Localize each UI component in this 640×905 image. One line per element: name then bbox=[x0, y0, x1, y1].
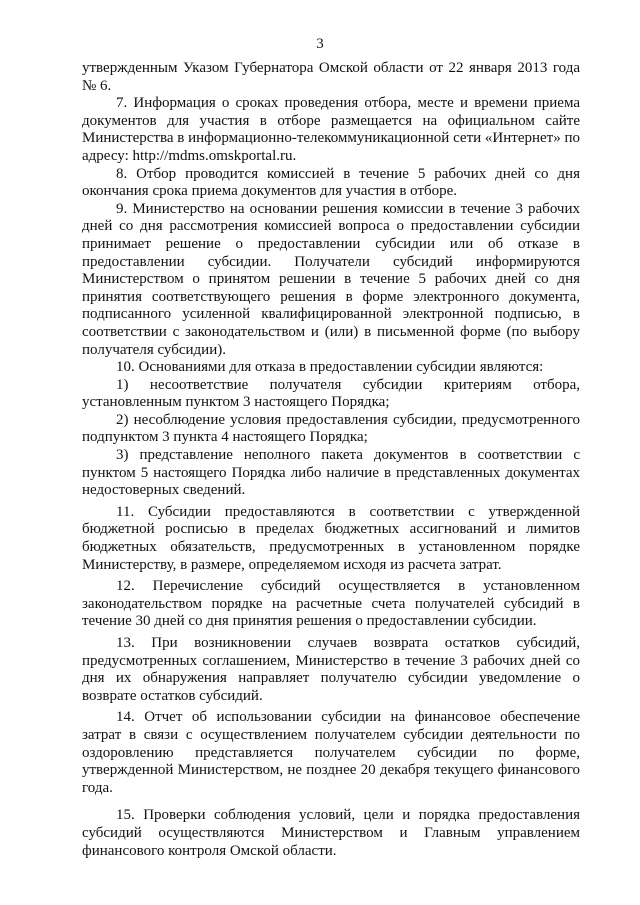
paragraph-12: 12. Перечисление субсидий осуществляется в установленном законодательством порядке на расчетные счета получателей субсидий в течение 30 дней со дня принятия решения о предоставлении субсидии. bbox=[82, 578, 580, 630]
page-number: 3 bbox=[316, 36, 324, 52]
paragraph-14: 14. Отчет об использовании субсидии на финансовое обеспечение затрат в связи с осуществлением получателем субсидии деятельности по оздоровлению представляется получателем субсидии по форме, утвержденной Министерством, не позднее 20 декабря текущего финансового года. bbox=[82, 709, 580, 796]
paragraph-8: 8. Отбор проводится комиссией в течение 5 рабочих дней со дня окончания срока приема документов для участия в отборе. bbox=[82, 165, 580, 200]
document-body bbox=[82, 60, 580, 860]
paragraph-10: 10. Основаниями для отказа в предоставлении субсидии являются: bbox=[116, 359, 544, 376]
paragraph-10-item-1: 1) несоответствие получателя субсидии критериям отбора, установленным пунктом 3 настоящего Порядка; bbox=[82, 376, 580, 411]
paragraph-continuation: утвержденным Указом Губернатора Омской области от 22 января 2013 года № 6. bbox=[82, 60, 580, 94]
paragraph-7: 7. Информация о сроках проведения отбора, месте и времени приема документов для участия в отборе размещается на официальном сайте Министерства в информационно-телекоммуникационной сети «Интернет» по адресу: http://mdms.omskportal.ru. bbox=[82, 95, 580, 164]
paragraph-13: 13. При возникновении случаев возврата остатков субсидий, предусмотренных соглашением, Министерство в течение 3 рабочих дней со дня их обнаружения направляет получателю субсидии уведомление о возврате остатков субсидий. bbox=[82, 635, 580, 704]
paragraph-10-item-3: 3) представление неполного пакета документов в соответствии с пунктом 5 настоящего Порядка либо наличие в представленных документах недостоверных сведений. bbox=[82, 447, 580, 499]
paragraph-11: 11. Субсидии предоставляются в соответствии с утвержденной бюджетной росписью в пределах бюджетных ассигнований и лимитов бюджетных обязательств, предусмотренных в установленном порядке Министерству, в размере, определяемом исходя из расчета затрат. bbox=[82, 503, 580, 573]
paragraph-15: 15. Проверки соблюдения условий, цели и порядка предоставления субсидий осуществляются Министерством и Главным управлением финансового контроля Омской области. bbox=[82, 807, 580, 859]
paragraph-9: 9. Министерство на основании решения комиссии в течение 3 рабочих дней со дня рассмотрения комиссией вопроса о предоставлении субсидии принимает решение о предоставлении субсидии или об отказе в предоставлении субсидии. Получатели субсидий информируются Министерством о принятом решении в течение 5 рабочих дней со дня принятия соответствующего решения в форме электронного документа, подписанного усиленной квалифицированной электронной подписью, в соответствии с законодательством и (или) в письменной форме (по выбору получателя субсидии). bbox=[82, 200, 580, 358]
paragraph-10-item-2: 2) несоблюдение условия предоставления субсидии, предусмотренного подпунктом 3 пункта 4 настоящего Порядка; bbox=[82, 411, 580, 446]
